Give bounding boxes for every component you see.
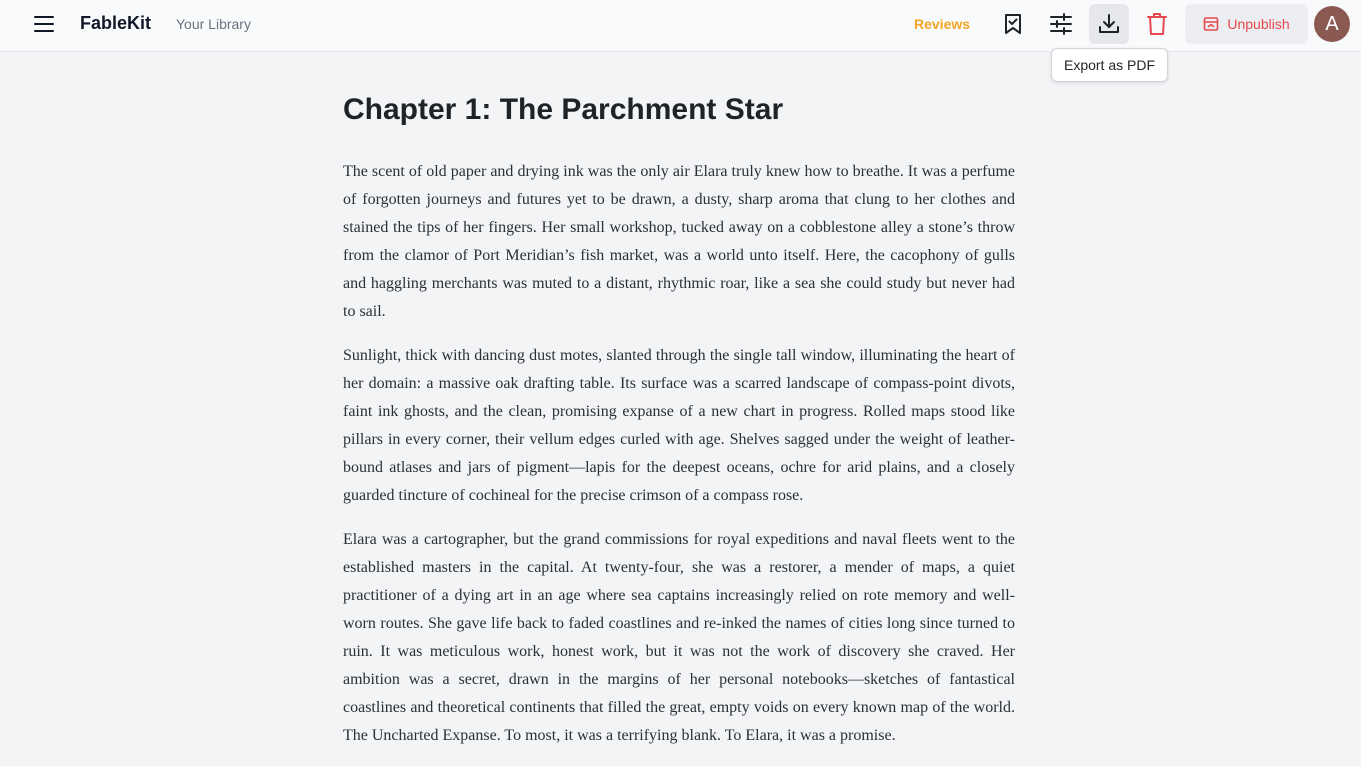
avatar[interactable]: A xyxy=(1314,6,1350,42)
unpublish-button[interactable] xyxy=(1185,4,1308,44)
chapter-body xyxy=(343,158,1015,750)
menu-button[interactable] xyxy=(28,10,60,38)
unpublish-label: Unpublish xyxy=(1227,16,1290,32)
bookmark-check-icon xyxy=(1003,13,1023,35)
chapter-paragraph: Sunlight, thick with dancing dust motes, slanted through the single tall window, illuminating the heart of her domain: a massive oak drafting table. Its surface was a scarred landscape of compass-point divots, faint ink ghosts, and the clean, promising expanse of a new chart in progress. Rolled maps stood like pillars in every corner, their vellum edges curled with age. Shelves sagged under the weight of leather-bound atlases and jars of pigment—lapis for the deepest oceans, ochre for arid plains, and a closely guarded tincture of cochineal for the precise crimson of a compass rose. xyxy=(343,347,1015,504)
export-tooltip: Export as PDF xyxy=(1051,48,1168,82)
bookmark-button[interactable] xyxy=(993,4,1033,44)
chapter-paragraph: The scent of old paper and drying ink was the only air Elara truly knew how to breathe. It was a perfume of forgotten journeys and futures yet to be drawn, a dusty, sharp aroma that clung to her clothes and stained the tips of her fingers. Her small workshop, tucked away on a cobblestone alley a stone’s throw from the clamor of Port Meridian’s fish market, was a world unto itself. Here, the cacophony of gulls and haggling merchants was muted to a distant, rhythmic roar, like a sea she could study but never had to sail. xyxy=(343,163,1015,320)
top-bar xyxy=(0,0,1361,52)
chapter-content xyxy=(343,88,1015,766)
chapter-title: Chapter 1: The Parchment Star xyxy=(343,93,784,126)
settings-button[interactable] xyxy=(1041,4,1081,44)
brand-logo[interactable]: FableKit xyxy=(80,13,152,33)
delete-button[interactable] xyxy=(1137,4,1177,44)
trash-icon xyxy=(1146,12,1168,36)
your-library-link[interactable]: Your Library xyxy=(176,16,251,32)
hamburger-menu-icon xyxy=(34,16,54,32)
sliders-icon xyxy=(1049,13,1073,35)
reviews-link[interactable]: Reviews xyxy=(914,16,971,32)
export-pdf-button[interactable] xyxy=(1089,4,1129,44)
chapter-paragraph: Elara was a cartographer, but the grand commissions for royal expeditions and naval fleets went to the established masters in the capital. At twenty-four, she was a restorer, a mender of maps, a quiet practitioner of a dying art in an age where sea captains increasingly relied on rote memory and well-worn routes. She gave life back to faded coastlines and re-inked the names of cities long since turned to ruin. It was meticulous work, honest work, but it was not the work of discovery she craved. Her ambition was a secret, drawn in the margins of her personal notebooks—sketches of fantastical coastlines and theoretical continents that filled the great, empty voids on every known map of the world. The Uncharted Expanse. To most, it was a terrifying blank. To Elara, it was a promise. xyxy=(343,531,1015,744)
download-icon xyxy=(1097,13,1121,35)
unpublish-icon xyxy=(1203,16,1219,32)
